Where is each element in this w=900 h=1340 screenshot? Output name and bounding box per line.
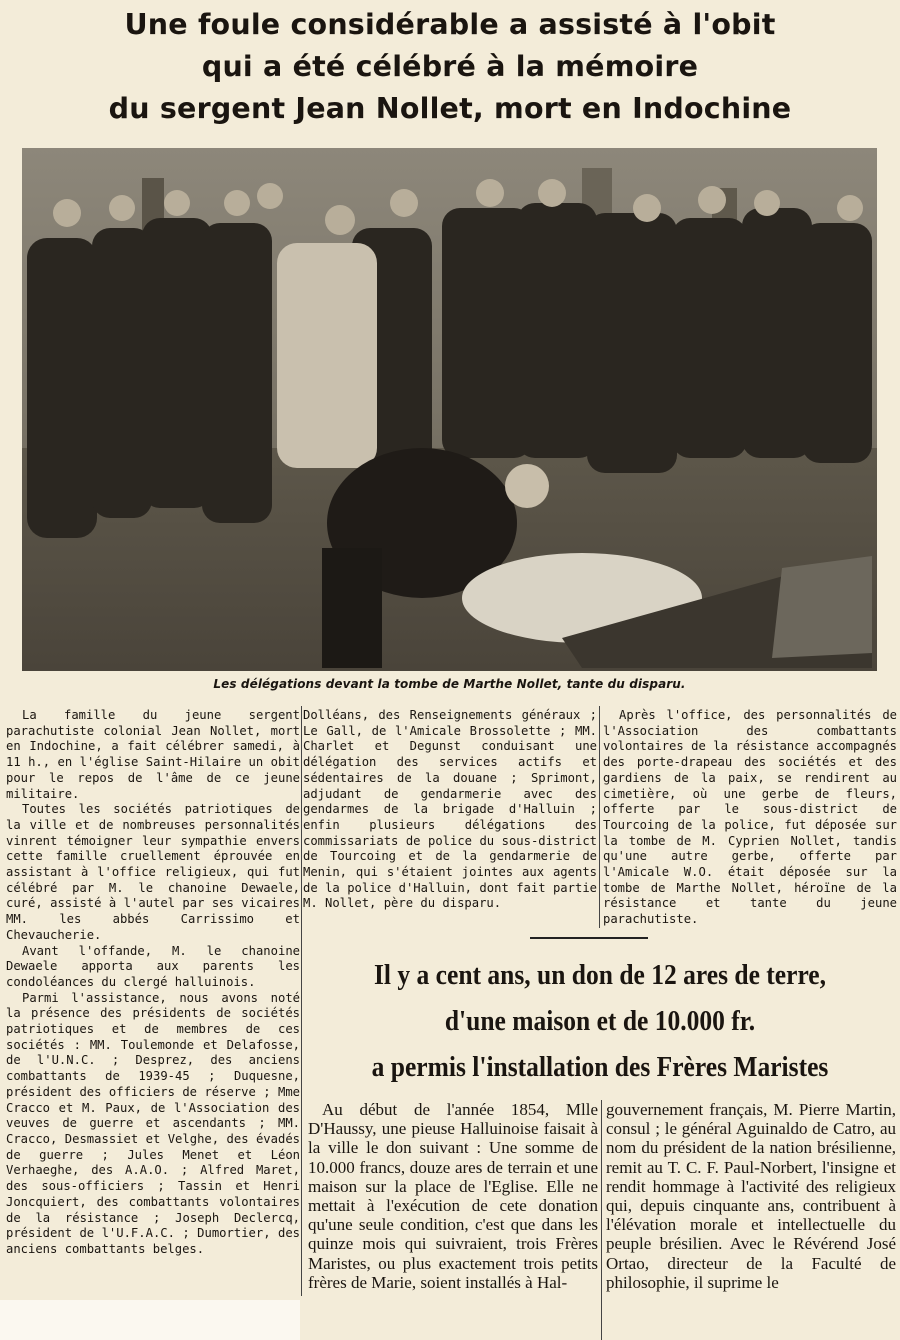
headline-line-3: a permis l'installation des Frères Maristes <box>371 1051 829 1083</box>
column-divider <box>301 706 302 1296</box>
column-divider <box>601 1100 602 1340</box>
article-separator <box>530 937 648 939</box>
paragraph: gouvernement français, M. Pierre Martin, consul ; le général Aguinaldo de Catro, au nom du président de la nation brésilienne, remit au T. C. F. Paul-Norbert, l'insigne et rendit hommage à l'activité des religieux qui, depuis cinquante ans, contribuent à l'élévation morale et intellectuelle du peuple brésilien. Avec le Révérend José Ortao, directeur de la Faculté de philosophie, il suprime le <box>606 1100 896 1292</box>
headline-line-2: qui a été célébré à la mémoire <box>201 50 699 83</box>
paragraph: Au début de l'année 1854, Mlle D'Haussy, une pieuse Halluinoise faisait à la ville le don suivant : Une somme de 10.000 francs, douze ares de terrain et une maison sur la place de l'Eglise. Elle ne mettait à l'exécution de cete donation qu'une seule condition, c'est que dans les quinze mois qui suivraient, trois Frères Maristes, ou plus exactement trois petits frères de Marie, soient installés à Hal- <box>308 1100 598 1292</box>
article-column-2 <box>303 708 597 912</box>
column-divider <box>599 706 600 928</box>
paper-edge <box>0 1300 300 1340</box>
second-article-column-1 <box>308 1100 598 1292</box>
paragraph: La famille du jeune sergent parachutiste colonial Jean Nollet, mort en Indochine, a fait célébrer samedi, à 11 h., en l'église Saint-Hilaire un obit pour le repos de l'âme de ce jeune militaire. <box>6 708 300 801</box>
article-column-3 <box>603 708 897 928</box>
headline-line-1: Il y a cent ans, un don de 12 ares de terre, <box>373 959 827 991</box>
paragraph: Dolléans, des Renseignements généraux ; Le Gall, de l'Amicale Brossolette ; MM. Charlet et Degunst conduisant une délégation des services actifs et sédentaires de la douane ; Sprimont, adjudant de gendarmerie avec des gendarmes de la brigade d'Halluin ; enfin plusieurs délégations des commissariats de police du sous-district de Tourcoing et de la gendarmerie de Menin, qui s'étaient jointes aux agents de la police d'Halluin, dont fait partie M. Nollet, père du disparu. <box>303 708 597 911</box>
cemetery-scene-image <box>22 148 877 671</box>
second-article-column-2 <box>606 1100 896 1292</box>
headline-line-3: du sergent Jean Nollet, mort en Indochine <box>108 92 792 125</box>
main-headline <box>10 4 890 130</box>
photo-caption: Les délégations devant la tombe de Marthe Nollet, tante du disparu. <box>213 677 686 691</box>
paragraph: Après l'office, des personnalités de l'Association des combattants volontaires de la résistance accompagnés des porte-drapeau des sociétés et des gardiens de la paix, se rendirent au cimetière, où une gerbe de fleurs, offerte par le sous-district de Tourcoing de la police, fut déposée sur la tombe de M. Cyprien Nollet, tandis qu'une autre gerbe, offerte par l'Amicale W.O. était déposée sur la tombe de Marthe Nollet, héroïne de la résistance et tante du jeune parachutiste. <box>603 708 897 927</box>
headline-line-1: Une foule considérable a assisté à l'obit <box>124 8 776 41</box>
paragraph: Parmi l'assistance, nous avons noté la présence des présidents de sociétés patriotiques et de membres de ces sociétés : MM. Toulemonde et Delafosse, de l'U.N.C. ; Desprez, des anciens combattants de 1939-45 ; Duquesne, président des officiers de réserve ; Mme Cracco et M. Paux, de l'Association des veuves de guerre et ascendants ; MM. Cracco, Desmassiet et Velghe, des évadés de guerre ; Jules Menet et Léon Verhaeghe, des A.A.O. ; Alfred Maret, des sous-officiers ; Tassin et Henri Joncquiert, des combattants volontaires de la résistance ; Joseph Declercq, président de l'U.F.A.C. ; Dumortier, des anciens combattants belges. <box>6 990 300 1256</box>
paragraph: Avant l'offande, M. le chanoine Dewaele apporta aux parents les condoléances du clergé halluinois. <box>6 943 300 989</box>
second-article-headline <box>340 952 859 1090</box>
paragraph: Toutes les sociétés patriotiques de la ville et de nombreuses personnalités vinrent témoigner leur sympathie envers cette famille cruellement éprouvée en assistant à l'office religieux, qui fut célébré par M. le chanoine Dewaele, curé, assisté à l'autel par ses vicaires MM. les abbés Carrissimo et Chevaucherie. <box>6 802 300 942</box>
news-photo <box>22 148 877 671</box>
headline-line-2: d'une maison et de 10.000 fr. <box>444 1005 756 1037</box>
article-column-1 <box>6 708 300 1258</box>
